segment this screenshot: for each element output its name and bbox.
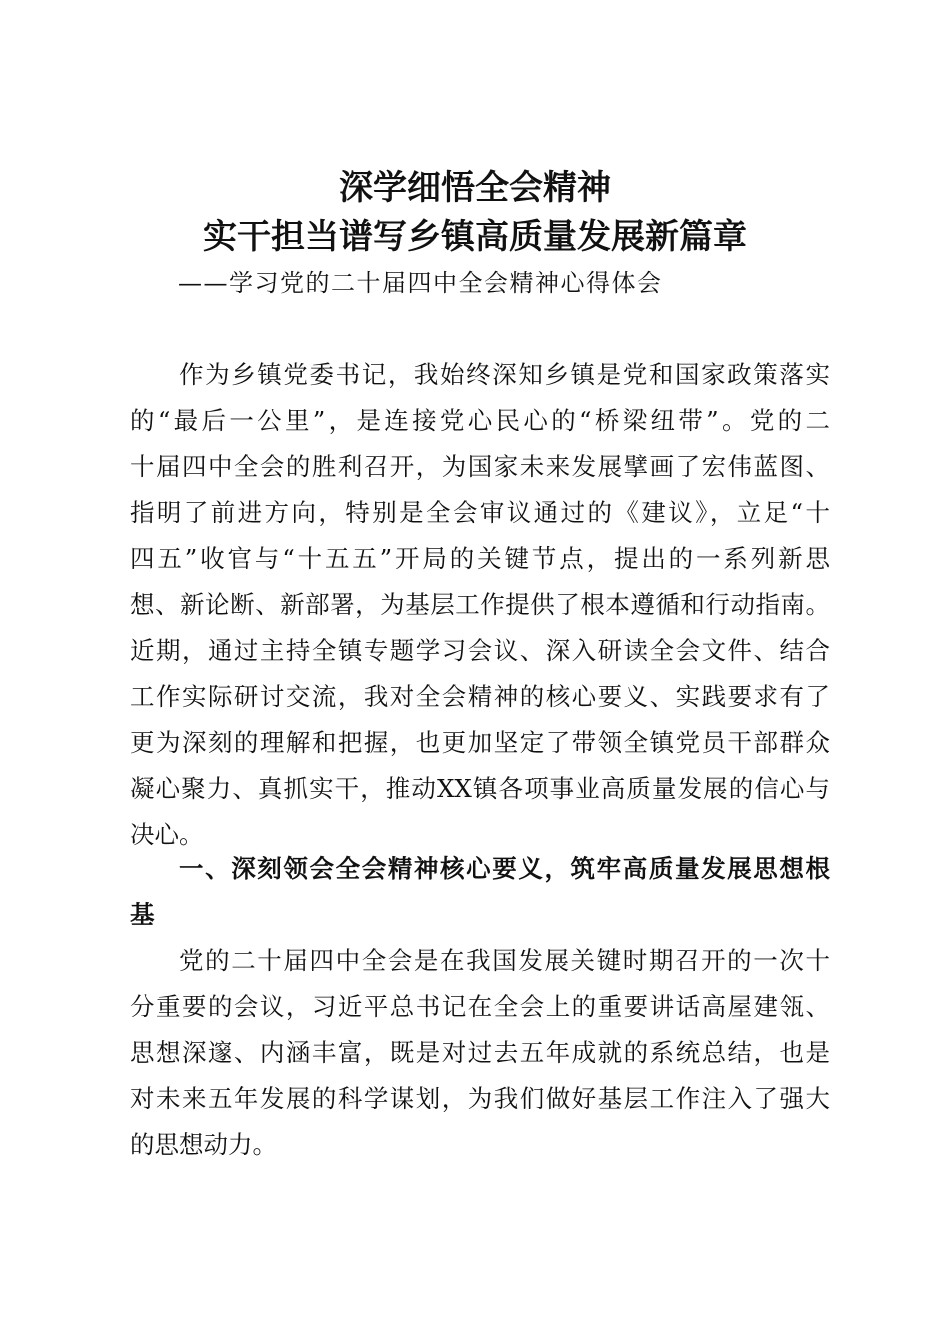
text-line: 想、新论断、新部署，为基层工作提供了根本遵循和行动指南。 [130,590,830,619]
document-subtitle: ——学习党的二十届四中全会精神心得体会 [178,269,663,297]
text-line: 近期，通过主持全镇专题学习会议、深入研读全会文件、结合 [130,636,830,665]
text-line: 十届四中全会的胜利召开，为国家未来发展擘画了宏伟蓝图、 [130,452,830,481]
text-line: 对未来五年发展的科学谋划，为我们做好基层工作注入了强大 [130,1084,830,1113]
text-line: 的思想动力。 [130,1130,277,1159]
text-line: 更为深刻的理解和把握，也更加坚定了带领全镇党员干部群众 [130,728,830,757]
text-line: 凝心聚力、真抓实干，推动XX镇各项事业高质量发展的信心与 [130,774,830,803]
text-line: 的“最后一公里”，是连接党心民心的“桥梁纽带”。党的二 [130,406,830,435]
document-title-line1: 深学细悟全会精神 [339,168,611,208]
paragraph-intro [130,352,830,858]
document-title-line2: 实干担当谱写乡镇高质量发展新篇章 [203,217,747,257]
text-line: 四五”收官与“十五五”开局的关键节点，提出的一系列新思 [130,544,830,573]
text-line: 党的二十届四中全会是在我国发展关键时期召开的一次十 [179,946,830,975]
text-line: 指明了前进方向，特别是全会审议通过的《建议》，立足“十 [130,498,830,527]
text-line: 作为乡镇党委书记，我始终深知乡镇是党和国家政策落实 [179,360,830,389]
heading-line: 一、深刻领会全会精神核心要义，筑牢高质量发展思想根 [179,854,830,883]
text-line: 分重要的会议，习近平总书记在全会上的重要讲话高屋建瓴、 [130,992,830,1021]
heading-line: 基 [130,900,155,929]
text-line: 工作实际研讨交流，我对全会精神的核心要义、实践要求有了 [130,682,830,711]
section-heading-1 [130,846,830,938]
text-line: 决心。 [130,820,204,849]
text-line: 思想深邃、内涵丰富，既是对过去五年成就的系统总结，也是 [130,1038,830,1067]
paragraph-section-1 [130,938,830,1168]
